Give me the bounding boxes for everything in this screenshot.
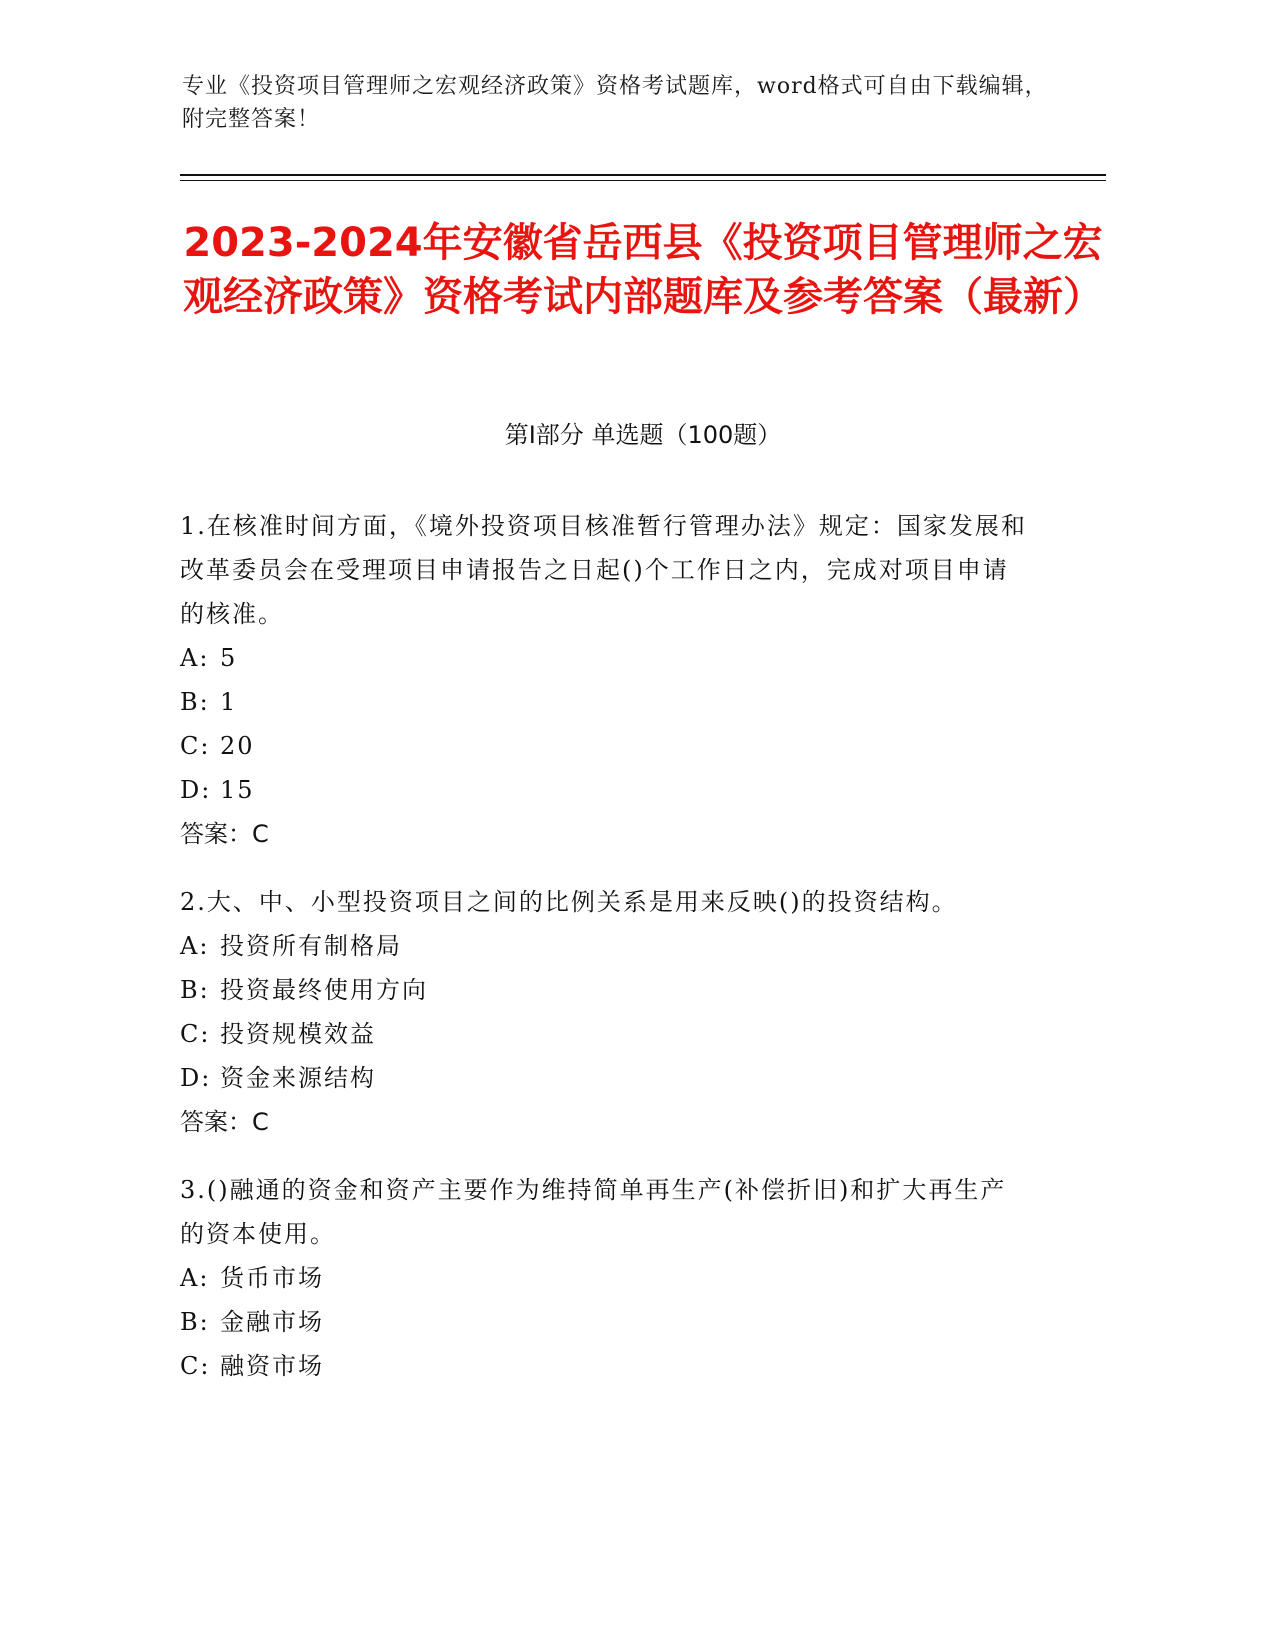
header-note: 专业《投资项目管理师之宏观经济政策》资格考试题库，word格式可自由下载编辑，附完整答案！ [182, 74, 1048, 132]
option-letter: D: [180, 1064, 212, 1092]
question-stem: 3.()融通的资金和资产主要作为维持简单再生产(补偿折旧)和扩大再生产的资本使用。 [180, 1176, 1007, 1248]
option-text: 资金来源结构 [220, 1064, 376, 1092]
option-d [180, 768, 1030, 812]
header-divider-thin [180, 180, 1106, 181]
option-letter: B: [180, 976, 210, 1004]
option-b [180, 968, 1030, 1012]
option-text: 投资所有制格局 [220, 932, 402, 960]
option-letter: C: [180, 732, 211, 760]
document-title: 2023-2024年安徽省岳西县《投资项目管理师之宏观经济政策》资格考试内部题库及参考答案（最新） [183, 220, 1103, 320]
option-a [180, 636, 1030, 680]
option-c [180, 1344, 1030, 1388]
option-letter: A: [180, 1264, 210, 1292]
question-stem: 1.在核准时间方面，《境外投资项目核准暂行管理办法》规定：国家发展和改革委员会在受理项目申请报告之日起()个工作日之内，完成对项目申请的核准。 [180, 512, 1027, 628]
question-3 [180, 1168, 1030, 1388]
question-list [180, 504, 1030, 1412]
option-b [180, 680, 1030, 724]
option-letter: B: [180, 1308, 210, 1336]
header-divider [180, 174, 1106, 176]
answer-line: 答案：C [180, 820, 269, 848]
question-1 [180, 504, 1030, 856]
section-heading: 第I部分 单选题（100题） [504, 421, 782, 449]
option-text: 5 [220, 644, 238, 672]
option-d [180, 1056, 1030, 1100]
option-text: 金融市场 [220, 1308, 324, 1336]
question-stem: 2.大、中、小型投资项目之间的比例关系是用来反映()的投资结构。 [180, 888, 958, 916]
option-text: 投资最终使用方向 [220, 976, 428, 1004]
answer-line: 答案：C [180, 1108, 269, 1136]
option-c [180, 724, 1030, 768]
option-c [180, 1012, 1030, 1056]
option-b [180, 1300, 1030, 1344]
option-letter: A: [180, 644, 210, 672]
option-text: 货币市场 [220, 1264, 324, 1292]
option-a [180, 924, 1030, 968]
option-letter: A: [180, 932, 210, 960]
option-letter: B: [180, 688, 210, 716]
option-text: 20 [220, 732, 255, 760]
option-text: 融资市场 [220, 1352, 324, 1380]
option-letter: D: [180, 776, 212, 804]
question-2 [180, 880, 1030, 1144]
option-text: 1 [220, 688, 238, 716]
option-a [180, 1256, 1030, 1300]
option-letter: C: [180, 1020, 211, 1048]
option-letter: C: [180, 1352, 211, 1380]
option-text: 投资规模效益 [220, 1020, 376, 1048]
option-text: 15 [220, 776, 255, 804]
